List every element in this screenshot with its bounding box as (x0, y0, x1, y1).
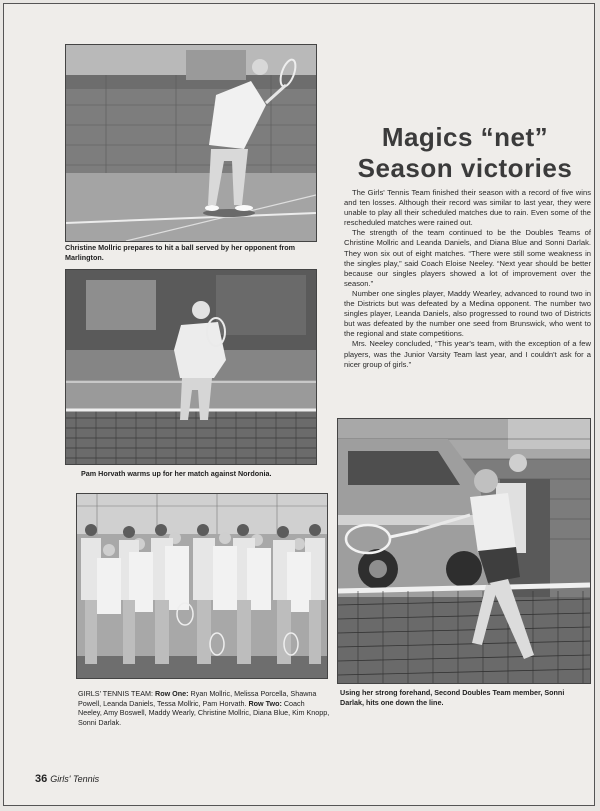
headline-line-2: Season victories (357, 153, 573, 183)
article-paragraph: The Girls' Tennis Team finished their season with a record of five wins and ten losses. Although their record was similar to last year, they were unable to play all their scheduled matches due to rain. Even some of the rescheduled matches were rained out. (344, 188, 591, 228)
caption-photo-1: Christine Mollric prepares to hit a ball served by her opponent from Marlington. (65, 243, 296, 262)
page-folio (35, 773, 99, 785)
article-paragraph: Number one singles player, Maddy Wearley, advanced to round two in the Districts but was defeated by a Medina opponent. The number two singles player, Leanda Daniels, also progressed to round two of Districts but was defeated by the number one seed from Brunswick, who went to the regional and state competitions. (344, 288, 591, 339)
caption-row-two-names: Coach Neeley, Amy Boswell, Maddy Wearly, Christine Mollric, Diana Blue, Kim Knopp, Sonni Darlak. (78, 698, 330, 727)
photo-christine-mollric (65, 44, 317, 242)
article-paragraph: The strength of the team continued to be the Doubles Teams of Christine Mollric and Leanda Daniels, and Diana Blue and Sonni Darlak. They won six out of eight matches. “There were still some weakness in the singles play,” said Coach Eloise Neeley. “Next year should be better because our singles players showed a lot of improvement over the season.” (344, 228, 591, 288)
photo-sonni-darlak (337, 418, 591, 684)
photo-team (76, 493, 328, 679)
caption-photo-4: Using her strong forehand, Second Doubles Team member, Sonni Darlak, hits one down the line. (340, 688, 565, 707)
section-name: Girls' Tennis (50, 774, 100, 784)
caption-row-one-names: Ryan Mollric, Melissa Porcella, Shawna Powell, Leanda Daniels, Tessa Mollric, Pam Horvath. (78, 689, 317, 708)
yearbook-page (3, 3, 595, 806)
caption-row-one-label: Row One: (155, 689, 189, 698)
article-paragraph: Mrs. Neeley concluded, “This year's team, with the exception of a few players, was the Junior Varsity Team last year, and I couldn't ask for a nicer group of girls.” (344, 339, 591, 369)
article-body (344, 188, 591, 370)
caption-team-label: GIRLS' TENNIS TEAM: (78, 689, 153, 698)
page-number: 36 (35, 773, 48, 785)
caption-photo-2: Pam Horvath warms up for her match against Nordonia. (81, 469, 272, 478)
caption-team-photo (78, 689, 330, 727)
headline-line-1: Magics “net” (381, 122, 549, 152)
photo-pam-horvath (65, 269, 317, 465)
caption-row-two-label: Row Two: (248, 698, 282, 708)
page-headline (340, 122, 590, 184)
